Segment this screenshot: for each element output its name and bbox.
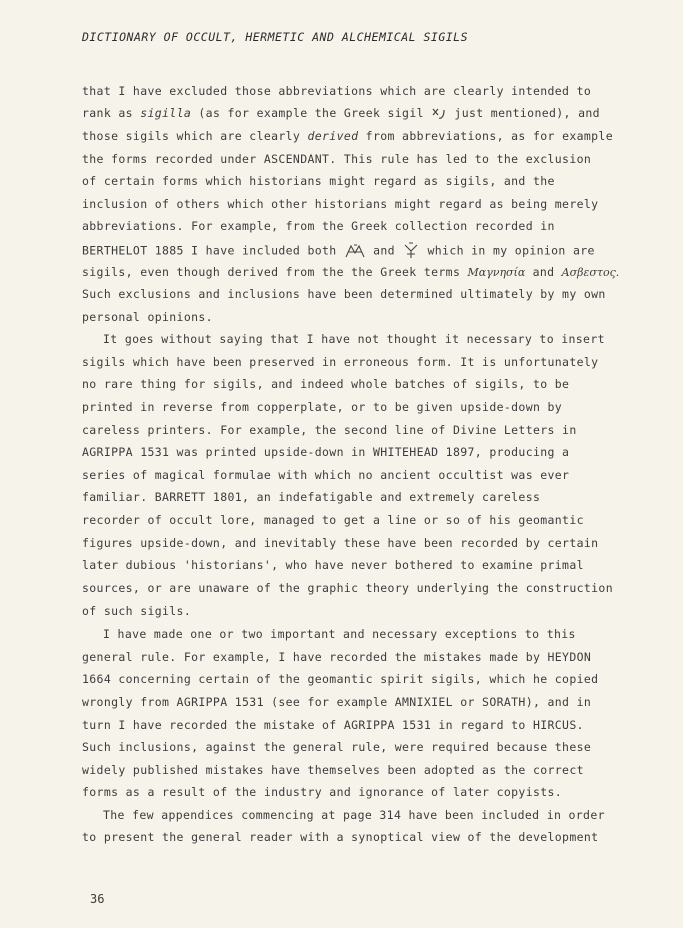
text-line [82,490,540,504]
text-span: turn I have recorded the mistake of AGRIPPA 1531 in regard to HIRCUS. [82,718,584,732]
text-span: It goes without saying that I have not thought it necessary to insert [103,332,605,346]
text-line [82,672,598,686]
text-line [82,287,606,301]
text-span: inclusion of others which other historians might regard as being merely [82,197,599,211]
text-span: series of magical formulae with which no ancient occultist was ever [82,468,570,482]
greek-term-magnesia: Μαγνησία [467,266,526,279]
text-line [82,558,584,572]
asbestos-sigil-glyph [402,242,420,260]
text-span: to present the general reader with a synoptical view of the development [82,830,599,844]
text-span: forms as a result of the industry and ignorance of later copyists. [82,785,563,799]
text-span: that I have excluded those abbreviations which are clearly intended to [82,84,592,98]
text-span: general rule. For example, I have recorded the mistakes made by HEYDON [82,650,592,664]
text-line [82,219,555,233]
text-line [82,604,191,618]
text-line [82,468,569,482]
text-line [82,513,584,527]
text-line [82,650,591,664]
text-span: AGRIPPA 1531 was printed upside-down in WHITEHEAD 1897, producing a [82,445,570,459]
text-span: widely published mistakes have themselves been adopted as the correct [82,763,584,777]
greek-sigil-glyph [431,107,447,121]
text-line [103,332,605,346]
text-span: sources, or are unaware of the graphic theory underlying the construction [82,581,613,595]
running-head: DICTIONARY OF OCCULT, HERMETIC AND ALCHEMICAL SIGILS [82,30,469,44]
text-span: Such exclusions and inclusions have been determined ultimately by my own [82,287,606,301]
text-line [82,310,213,324]
text-span: no rare thing for sigils, and indeed whole batches of sigils, to be [82,377,570,391]
text-line [82,242,595,260]
text-line [82,763,584,777]
text-line [82,265,619,279]
text-line [82,174,555,188]
text-line [82,152,591,166]
text-line [82,197,598,211]
text-line [82,718,584,732]
page-number: 36 [90,892,105,906]
text-span: figures upside-down, and inevitably these have been recorded by certain [82,536,599,550]
text-span: The few appendices commencing at page 314 have been included in order [103,808,605,822]
text-span: Such inclusions, against the general rule, were required because these [82,740,592,754]
text-span: abbreviations. For example, from the Greek collection recorded in [82,219,555,233]
text-line [82,830,598,844]
text-span: and [365,243,403,258]
text-span: from abbreviations, as for example [358,129,613,143]
text-span: careless printers. For example, the second line of Divine Letters in [82,423,577,437]
text-line [103,627,576,641]
text-line [82,423,577,437]
text-span: of certain forms which historians might regard as sigils, and the [82,174,555,188]
text-line [82,106,600,121]
text-span: recorder of occult lore, managed to get a line or so of his geomantic [82,513,584,527]
text-span: I have made one or two important and necessary exceptions to this [103,627,576,641]
text-line [82,400,562,414]
text-span: just mentioned), and [447,106,600,120]
text-span: later dubious 'historians', who have never bothered to examine primal [82,558,584,572]
text-line [82,695,591,709]
text-line [82,785,562,799]
text-span: wrongly from AGRIPPA 1531 (see for example AMNIXIEL or SORATH), and in [82,695,592,709]
text-span: familiar. BARRETT 1801, an indefatigable and extremely careless [82,490,541,504]
text-line [103,808,605,822]
italic-text: derived [307,129,359,143]
text-span: of such sigils. [82,604,192,618]
text-line [82,84,591,98]
text-span: (as for example the Greek sigil [191,106,432,120]
text-span: personal opinions. [82,310,213,324]
text-span: which in my opinion are [420,243,595,258]
text-span: those sigils which are clearly [82,129,308,143]
magnesia-sigil-glyph [344,243,366,259]
text-span: and [525,265,562,279]
italic-text: sigilla [140,106,192,120]
text-span: sigils, even though derived from the the Greek terms [82,265,468,279]
text-line [82,536,598,550]
text-line [82,129,613,143]
text-line [82,740,591,754]
text-span: BERTHELOT 1885 I have included both [82,243,344,258]
text-span: printed in reverse from copperplate, or to be given upside-down by [82,400,563,414]
text-line [82,581,613,595]
text-line [82,445,569,459]
text-line [82,355,598,369]
text-line [82,377,569,391]
text-span: sigils which have been preserved in erroneous form. It is unfortunately [82,355,599,369]
text-span: the forms recorded under ASCENDANT. This rule has led to the exclusion [82,152,592,166]
text-span: 1664 concerning certain of the geomantic spirit sigils, which he copied [82,672,599,686]
text-span: rank as [82,106,141,120]
greek-term-asbestos: Ασβεστος. [561,266,620,279]
